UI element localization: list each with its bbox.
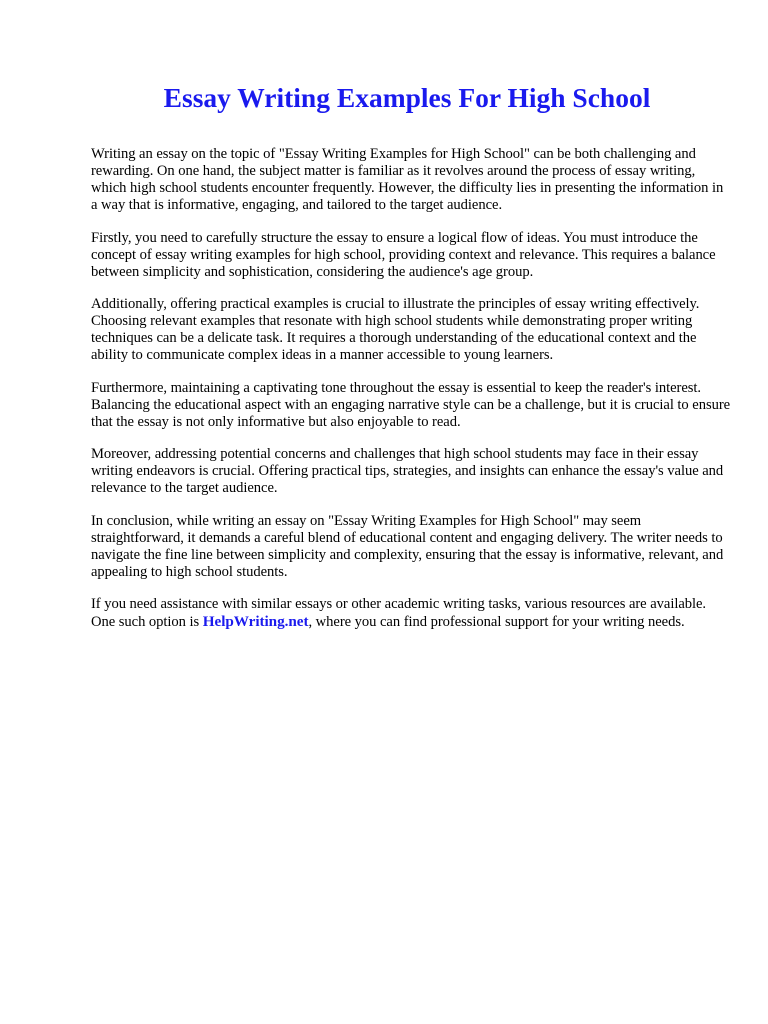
document-title: Essay Writing Examples For High School (163, 82, 651, 113)
paragraph-concerns: Moreover, addressing potential concerns and challenges that high school students may face in their essay writing endeavors is crucial. Offering practical tips, strategies, and insights can enhance the essay's value and relevance to the target audience. (91, 446, 724, 496)
paragraph-closing (91, 596, 731, 631)
helpwriting-link[interactable]: HelpWriting.net (202, 613, 309, 630)
paragraph-structure: Firstly, you need to carefully structure the essay to ensure a logical flow of ideas. You must introduce the concept of essay writing examples for high school, providing context and relevance. This requires a balance between simplicity and sophistication, considering the audience's age group. (91, 229, 716, 280)
paragraph-tone: Furthermore, maintaining a captivating tone throughout the essay is essential to keep the reader's interest. Balancing the educational aspect with an engaging narrative style can be a challenge, but it is crucial to ensure that the essay is not only informative but also enjoyable to read. (91, 379, 731, 430)
closing-text-after-link: , where you can find professional support for your writing needs. (308, 614, 685, 630)
closing-text-before-link: If you need assistance with similar essays or other academic writing tasks, various resources are available. One such option is (91, 596, 707, 630)
paragraph-examples: Additionally, offering practical examples is crucial to illustrate the principles of essay writing effectively. Choosing relevant examples that resonate with high school students while demonstrating proper writing techniques can be a delicate task. It requires a thorough understanding of the educational context and the ability to communicate complex ideas in a manner accessible to young learners. (91, 296, 700, 363)
paragraph-conclusion: In conclusion, while writing an essay on "Essay Writing Examples for High School" may seem straightforward, it demands a careful blend of educational content and engaging delivery. The writer needs to navigate the fine line between simplicity and complexity, ensuring that the essay is informative, relevant, and appealing to high school students. (91, 512, 724, 580)
paragraph-intro: Writing an essay on the topic of "Essay Writing Examples for High School" can be both challenging and rewarding. On one hand, the subject matter is familiar as it revolves around the process of essay writing, which high school students encounter frequently. However, the difficulty lies in presenting the information in a way that is informative, engaging, and tailored to the target audience. (91, 146, 724, 213)
document-body (91, 146, 731, 647)
